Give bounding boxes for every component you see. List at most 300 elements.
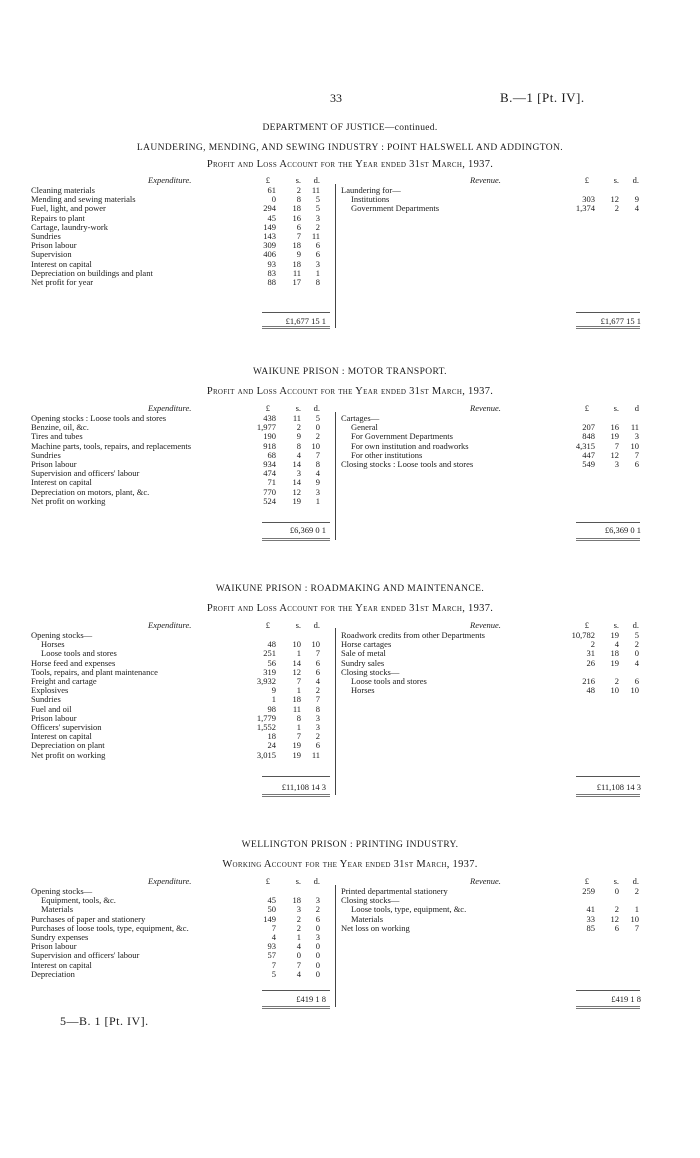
expenditure-pence: 3 [315, 722, 320, 732]
expenditure-label: Interest on capital [31, 959, 92, 970]
expenditure-pounds: 45 [267, 212, 276, 223]
expenditure-shillings: 3 [296, 468, 301, 479]
revenue-heading: Revenue. [470, 175, 501, 185]
expenditure-pounds: 149 [263, 913, 276, 924]
expenditure-pence: 2 [315, 731, 320, 742]
expenditure-pence: 0 [315, 941, 320, 952]
revenue-pence: 4 [634, 203, 639, 214]
expenditure-pounds: 9 [271, 685, 276, 696]
expenditure-label: Tools, repairs, and plant maintenance [31, 666, 158, 677]
expenditure-pounds: 7 [271, 922, 276, 933]
expenditure-pounds: 24 [267, 740, 276, 751]
expenditure-pounds: 93 [267, 258, 276, 269]
expenditure-pounds: 50 [267, 904, 276, 915]
expenditure-label: Benzine, oil, &c. [31, 422, 89, 433]
expenditure-shillings: 4 [296, 449, 301, 460]
expenditure-pence: 0 [315, 422, 320, 433]
expenditure-pence: 8 [315, 703, 320, 714]
expenditure-pence: 2 [315, 431, 320, 442]
expenditure-pounds: 1,779 [256, 712, 276, 723]
expenditure-pence: 5 [315, 203, 320, 214]
revenue-pounds: 10,782 [571, 630, 595, 640]
revenue-heading: Revenue. [470, 403, 501, 413]
revenue-shillings: 19 [610, 630, 619, 640]
rev-pence-header: d. [632, 876, 639, 886]
expenditure-label: Depreciation on plant [31, 740, 105, 751]
column-divider [335, 885, 336, 1007]
revenue-total: £1,677 15 1 [600, 316, 641, 326]
double-underline [576, 540, 640, 541]
expenditure-heading: Expenditure. [148, 620, 192, 630]
expenditure-pence: 6 [315, 740, 320, 751]
revenue-pence: 0 [634, 648, 639, 659]
double-underline [576, 1008, 640, 1009]
double-underline [576, 328, 640, 329]
double-underline [576, 538, 640, 539]
revenue-pounds: 4,315 [575, 440, 595, 451]
expenditure-label: Officers' supervision [31, 722, 102, 732]
expenditure-total: £11,108 14 3 [281, 782, 326, 792]
expenditure-pounds: 3,932 [256, 676, 276, 686]
revenue-pence: 10 [630, 685, 639, 696]
revenue-label: Closing stocks : Loose tools and stores [341, 459, 474, 469]
expenditure-pence: 7 [315, 694, 320, 705]
expenditure-pence: 8 [315, 277, 320, 287]
column-divider [335, 628, 336, 795]
expenditure-pence: 0 [315, 950, 320, 961]
department-line: DEPARTMENT OF JUSTICE—continued. [262, 123, 438, 133]
revenue-pounds: 2 [590, 639, 595, 650]
expenditure-label: Fuel and oil [31, 703, 72, 714]
expenditure-shillings: 7 [296, 231, 301, 241]
revenue-shillings: 19 [610, 657, 619, 668]
revenue-label: Closing stocks— [341, 666, 400, 677]
expenditure-label: Supervision [31, 249, 72, 260]
expenditure-total: £419 1 8 [296, 994, 326, 1004]
page-number: 33 [330, 91, 342, 105]
revenue-pence: 10 [630, 913, 639, 924]
expenditure-pence: 3 [315, 486, 320, 497]
expenditure-pence: 11 [311, 185, 320, 195]
expenditure-pounds: 3,015 [256, 749, 276, 760]
revenue-total-rule [576, 776, 640, 777]
double-underline [262, 1008, 330, 1009]
revenue-pence: 6 [634, 676, 639, 686]
expenditure-total: £6,369 0 1 [289, 525, 326, 535]
revenue-label: Horse cartages [341, 639, 392, 650]
expenditure-shillings: 19 [292, 740, 301, 751]
expenditure-pounds: 18 [267, 731, 276, 742]
expenditure-label: Net profit on working [31, 749, 106, 760]
expenditure-pence: 9 [315, 477, 320, 488]
rev-pound-header: £ [584, 876, 589, 886]
expenditure-pence: 7 [315, 449, 320, 460]
rev-pound-header: £ [584, 403, 589, 413]
double-underline [576, 326, 640, 327]
revenue-label: Printed departmental stationery [341, 886, 448, 896]
revenue-shillings: 12 [610, 913, 619, 924]
expenditure-shillings: 19 [292, 749, 301, 760]
double-underline [576, 796, 640, 797]
expenditure-total-rule [262, 312, 330, 313]
revenue-shillings: 2 [614, 904, 619, 915]
rev-shilling-header: s. [613, 876, 619, 886]
rev-pound-header: £ [584, 620, 589, 630]
expenditure-pounds: 7 [271, 959, 276, 970]
revenue-shillings: 0 [614, 886, 619, 896]
expenditure-pence: 8 [315, 459, 320, 469]
expenditure-shillings: 18 [292, 203, 301, 214]
revenue-label: Loose tools, type, equipment, &c. [351, 904, 467, 915]
revenue-label: Laundering for— [341, 185, 401, 195]
expenditure-pence: 6 [315, 249, 320, 260]
revenue-label: Cartages— [341, 413, 380, 423]
double-underline [576, 794, 640, 795]
expenditure-pounds: 71 [267, 477, 276, 488]
revenue-pounds: 1,374 [575, 203, 595, 214]
account-title: Profit and Loss Account for the Year ended 31st March, 1937. [206, 159, 494, 170]
revenue-pounds: 549 [582, 459, 595, 469]
revenue-label: Loose tools and stores [351, 676, 427, 686]
rev-pence-header: d [634, 403, 639, 413]
double-underline [262, 326, 330, 327]
expenditure-shillings: 4 [296, 941, 301, 952]
revenue-shillings: 16 [610, 422, 619, 433]
expenditure-label: Supervision and officers' labour [31, 468, 140, 479]
revenue-pence: 5 [634, 630, 639, 640]
expenditure-shillings: 8 [296, 712, 301, 723]
page-reference: B.—1 [Pt. IV]. [500, 90, 585, 105]
expenditure-label: Net profit for year [31, 277, 94, 287]
expenditure-pence: 1 [315, 495, 320, 506]
expenditure-shillings: 18 [292, 258, 301, 269]
exp-pence-header: d. [313, 876, 320, 886]
expenditure-pence: 2 [315, 221, 320, 232]
expenditure-pence: 6 [315, 913, 320, 924]
revenue-label: General [351, 422, 378, 433]
section-title: WAIKUNE PRISON : ROADMAKING AND MAINTENANCE. [215, 584, 485, 594]
expenditure-shillings: 12 [292, 666, 301, 677]
expenditure-label: Depreciation on motors, plant, &c. [31, 486, 150, 497]
expenditure-label: Prison labour [31, 712, 77, 723]
expenditure-label: Horse feed and expenses [31, 657, 116, 668]
revenue-shillings: 19 [610, 431, 619, 442]
expenditure-pounds: 294 [263, 203, 276, 214]
revenue-shillings: 4 [614, 639, 619, 650]
expenditure-label: Interest on capital [31, 731, 92, 742]
revenue-heading: Revenue. [470, 876, 501, 886]
revenue-pence: 9 [634, 194, 639, 205]
revenue-heading: Revenue. [470, 620, 501, 630]
rev-pound-header: £ [584, 175, 589, 185]
revenue-shillings: 2 [614, 203, 619, 214]
rev-pence-header: d. [632, 620, 639, 630]
double-underline [262, 794, 330, 795]
revenue-label: Net loss on working [341, 922, 410, 933]
revenue-label: Government Departments [351, 203, 440, 214]
expenditure-pounds: 251 [263, 648, 276, 659]
revenue-shillings: 10 [610, 685, 619, 696]
revenue-pence: 11 [630, 422, 639, 433]
expenditure-label: Sundries [31, 231, 61, 241]
account-title: Profit and Loss Account for the Year ended 31st March, 1937. [206, 386, 494, 397]
expenditure-pence: 7 [315, 648, 320, 659]
expenditure-label: Purchases of loose tools, type, equipment, &c. [31, 922, 189, 933]
expenditure-pounds: 770 [263, 486, 276, 497]
double-underline [262, 328, 330, 329]
double-underline [262, 1006, 330, 1007]
revenue-label: Sale of metal [341, 648, 386, 659]
expenditure-label: Cleaning materials [31, 185, 95, 195]
expenditure-pounds: 524 [263, 495, 276, 506]
revenue-label: Roadwork credits from other Departments [341, 630, 485, 640]
revenue-shillings: 7 [614, 440, 619, 451]
expenditure-label: Opening stocks— [31, 886, 93, 896]
expenditure-pence: 10 [311, 440, 320, 451]
expenditure-pence: 0 [315, 922, 320, 933]
double-underline [262, 538, 330, 539]
expenditure-shillings: 4 [296, 968, 301, 979]
expenditure-shillings: 1 [296, 685, 301, 696]
expenditure-label: Depreciation [31, 968, 75, 979]
revenue-label: Institutions [351, 194, 390, 205]
expenditure-pence: 0 [315, 959, 320, 970]
expenditure-shillings: 7 [296, 959, 301, 970]
expenditure-pounds: 93 [267, 941, 276, 952]
expenditure-label: Sundries [31, 449, 61, 460]
revenue-pence: 3 [634, 431, 639, 442]
expenditure-pounds: 4 [271, 932, 276, 942]
revenue-pounds: 216 [582, 676, 595, 686]
expenditure-label: Net profit on working [31, 495, 106, 506]
expenditure-shillings: 11 [292, 703, 301, 714]
revenue-pounds: 41 [586, 904, 595, 915]
expenditure-pounds: 88 [267, 277, 276, 287]
expenditure-shillings: 11 [292, 413, 301, 423]
expenditure-pounds: 56 [267, 657, 276, 668]
expenditure-total-rule [262, 990, 330, 991]
expenditure-pounds: 143 [263, 231, 276, 241]
expenditure-shillings: 7 [296, 676, 301, 686]
expenditure-shillings: 10 [292, 639, 301, 650]
expenditure-pounds: 406 [263, 249, 276, 260]
expenditure-pence: 3 [315, 932, 320, 942]
exp-pound-header: £ [265, 620, 270, 630]
expenditure-pence: 2 [315, 685, 320, 696]
expenditure-label: Freight and cartage [31, 676, 97, 686]
revenue-pounds: 447 [582, 449, 595, 460]
expenditure-shillings: 18 [292, 895, 301, 906]
expenditure-pence: 10 [311, 639, 320, 650]
expenditure-label: Equipment, tools, &c. [41, 895, 116, 906]
exp-shilling-header: s. [295, 403, 301, 413]
expenditure-shillings: 3 [296, 904, 301, 915]
expenditure-label: Opening stocks— [31, 630, 93, 640]
revenue-pounds: 31 [586, 648, 595, 659]
expenditure-shillings: 1 [296, 648, 301, 659]
expenditure-shillings: 14 [292, 459, 301, 469]
expenditure-heading: Expenditure. [148, 876, 192, 886]
column-divider [335, 412, 336, 540]
expenditure-shillings: 6 [296, 221, 301, 232]
expenditure-label: Materials [41, 904, 74, 915]
revenue-total-rule [576, 990, 640, 991]
expenditure-pounds: 98 [267, 703, 276, 714]
exp-pound-header: £ [265, 876, 270, 886]
expenditure-pounds: 61 [267, 185, 276, 195]
rev-shilling-header: s. [613, 175, 619, 185]
revenue-label: Closing stocks— [341, 895, 400, 906]
revenue-pounds: 207 [582, 422, 595, 433]
expenditure-pounds: 48 [267, 639, 276, 650]
expenditure-shillings: 16 [292, 212, 301, 223]
expenditure-shillings: 0 [296, 950, 301, 961]
column-divider [335, 184, 336, 328]
expenditure-shillings: 14 [292, 477, 301, 488]
expenditure-label: Explosives [31, 685, 69, 696]
expenditure-pounds: 1 [271, 694, 276, 705]
expenditure-total-rule [262, 522, 330, 523]
expenditure-label: Prison labour [31, 941, 77, 952]
expenditure-pounds: 190 [263, 431, 276, 442]
expenditure-shillings: 8 [296, 440, 301, 451]
double-underline [576, 1006, 640, 1007]
revenue-pounds: 48 [586, 685, 595, 696]
expenditure-label: Machine parts, tools, repairs, and replacements [31, 440, 192, 451]
exp-shilling-header: s. [295, 175, 301, 185]
revenue-pounds: 26 [586, 657, 595, 668]
expenditure-heading: Expenditure. [148, 175, 192, 185]
revenue-shillings: 12 [610, 194, 619, 205]
expenditure-label: Opening stocks : Loose tools and stores [31, 413, 167, 423]
expenditure-shillings: 18 [292, 240, 301, 251]
revenue-total-rule [576, 312, 640, 313]
expenditure-label: Supervision and officers' labour [31, 950, 140, 961]
expenditure-label: Purchases of paper and stationery [31, 913, 146, 924]
revenue-total-rule [576, 522, 640, 523]
revenue-pounds: 33 [586, 913, 595, 924]
revenue-label: For Government Departments [351, 431, 453, 442]
exp-pence-header: d. [313, 620, 320, 630]
revenue-pence: 7 [634, 449, 639, 460]
expenditure-shillings: 8 [296, 194, 301, 205]
revenue-label: Materials [351, 913, 384, 924]
expenditure-label: Fuel, light, and power [31, 203, 106, 214]
double-underline [262, 540, 330, 541]
expenditure-pounds: 309 [263, 240, 276, 251]
exp-pence-header: d. [313, 403, 320, 413]
expenditure-pounds: 83 [267, 267, 276, 278]
expenditure-pounds: 57 [267, 950, 276, 961]
expenditure-total: £1,677 15 1 [285, 316, 326, 326]
revenue-shillings: 12 [610, 449, 619, 460]
expenditure-shillings: 9 [296, 431, 301, 442]
double-underline [262, 796, 330, 797]
expenditure-shillings: 12 [292, 486, 301, 497]
revenue-shillings: 2 [614, 676, 619, 686]
expenditure-pounds: 68 [267, 449, 276, 460]
expenditure-pence: 6 [315, 657, 320, 668]
expenditure-label: Cartage, laundry-work [31, 221, 108, 232]
expenditure-shillings: 18 [292, 694, 301, 705]
expenditure-pence: 3 [315, 895, 320, 906]
revenue-pence: 2 [634, 886, 639, 896]
expenditure-pence: 2 [315, 904, 320, 915]
exp-shilling-header: s. [295, 620, 301, 630]
account-title: Profit and Loss Account for the Year ended 31st March, 1937. [206, 603, 494, 614]
expenditure-shillings: 1 [296, 722, 301, 732]
revenue-label: For own institution and roadworks [351, 440, 469, 451]
expenditure-pence: 6 [315, 666, 320, 677]
expenditure-label: Sundry expenses [31, 932, 89, 942]
expenditure-label: Depreciation on buildings and plant [31, 267, 153, 278]
revenue-pence: 7 [634, 922, 639, 933]
expenditure-pence: 4 [315, 468, 320, 479]
revenue-shillings: 6 [614, 922, 619, 933]
expenditure-pence: 5 [315, 194, 320, 205]
expenditure-pence: 0 [315, 968, 320, 979]
revenue-label: Sundry sales [341, 657, 385, 668]
expenditure-pounds: 5 [271, 968, 276, 979]
expenditure-pence: 11 [311, 749, 320, 760]
expenditure-pounds: 438 [263, 413, 276, 423]
exp-shilling-header: s. [295, 876, 301, 886]
expenditure-label: Sundries [31, 694, 61, 705]
expenditure-label: Repairs to plant [31, 212, 85, 223]
expenditure-heading: Expenditure. [148, 403, 192, 413]
expenditure-label: Horses [41, 639, 65, 650]
revenue-pounds: 303 [582, 194, 595, 205]
section-title: LAUNDERING, MENDING, AND SEWING INDUSTRY : POINT HALSWELL AND ADDINGTON. [136, 143, 564, 153]
revenue-total: £11,108 14 3 [596, 782, 641, 792]
expenditure-pounds: 45 [267, 895, 276, 906]
expenditure-pounds: 1,552 [256, 722, 276, 732]
revenue-pence: 2 [634, 639, 639, 650]
expenditure-pence: 6 [315, 240, 320, 251]
revenue-pounds: 85 [586, 922, 595, 933]
rev-pence-header: d. [632, 175, 639, 185]
expenditure-label: Loose tools and stores [41, 648, 117, 659]
expenditure-pounds: 149 [263, 221, 276, 232]
expenditure-pounds: 934 [263, 459, 276, 469]
account-title: Working Account for the Year ended 31st March, 1937. [222, 859, 478, 870]
expenditure-pounds: 918 [263, 440, 276, 451]
expenditure-pence: 3 [315, 258, 320, 269]
expenditure-pence: 3 [315, 212, 320, 223]
expenditure-shillings: 1 [296, 932, 301, 942]
expenditure-shillings: 14 [292, 657, 301, 668]
revenue-pence: 4 [634, 657, 639, 668]
revenue-label: For other institutions [351, 449, 423, 460]
section-title: WAIKUNE PRISON : MOTOR TRANSPORT. [253, 367, 447, 377]
expenditure-pence: 5 [315, 413, 320, 423]
expenditure-label: Mending and sewing materials [31, 194, 136, 205]
expenditure-pounds: 0 [271, 194, 276, 205]
expenditure-shillings: 11 [292, 267, 301, 278]
revenue-pounds: 259 [582, 886, 595, 896]
expenditure-label: Prison labour [31, 459, 77, 469]
exp-pound-header: £ [265, 175, 270, 185]
revenue-total: £6,369 0 1 [604, 525, 641, 535]
expenditure-shillings: 19 [292, 495, 301, 506]
page-footer: 5—B. 1 [Pt. IV]. [60, 1014, 149, 1028]
revenue-shillings: 3 [614, 459, 619, 469]
section-title: WELLINGTON PRISON : PRINTING INDUSTRY. [241, 840, 459, 850]
expenditure-shillings: 2 [296, 922, 301, 933]
revenue-label: Horses [351, 685, 375, 696]
revenue-pence: 10 [630, 440, 639, 451]
rev-shilling-header: s. [613, 403, 619, 413]
